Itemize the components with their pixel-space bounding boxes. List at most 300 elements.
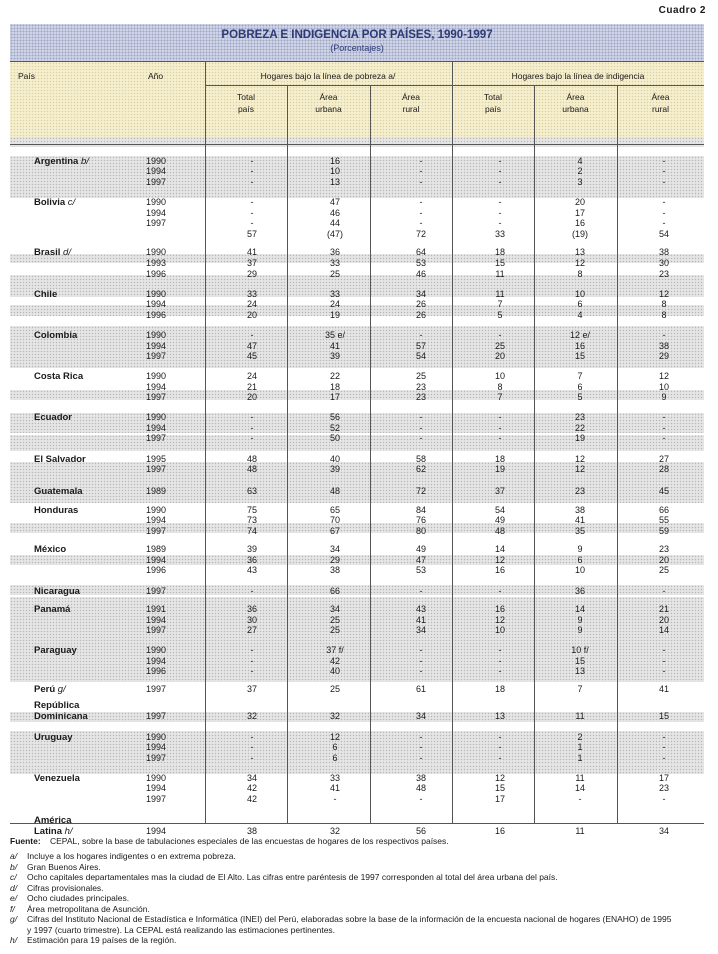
value-cell: 16 [574,341,585,351]
country-note: h/ [61,826,73,837]
value-cell: 16 [574,218,585,228]
value-cell: - [498,732,502,742]
country-name [34,645,77,656]
value-cell: - [250,753,254,763]
value-cell: 54 [415,351,426,361]
country-name [34,454,86,465]
value-cell: 16 [329,156,340,166]
value-cell: 48 [246,454,257,464]
year-cell: 1990 [146,197,167,207]
country-name [34,156,89,167]
value-cell: 6 [577,299,583,309]
value-cell: - [250,156,254,166]
value-cell: 49 [415,544,426,554]
value-cell: 72 [415,229,426,239]
country-label: Colombia [34,330,78,341]
value-cell: 39 [329,464,340,474]
value-cell: - [498,423,502,433]
value-cell: 10 f/ [571,645,589,655]
country-label: Guatemala [34,486,83,497]
value-cell: 18 [329,382,340,392]
value-cell: 41 [329,341,340,351]
value-cell: 64 [415,247,426,257]
subheader-total [452,91,534,115]
value-cell: - [662,330,666,340]
value-cell: 35 [574,526,585,536]
year-cell: 1997 [146,177,167,187]
value-cell: - [662,433,666,443]
value-cell: 58 [415,454,426,464]
country-label: México [34,544,67,555]
subheader-rural [370,91,452,115]
subheader-line: urbana [315,104,342,114]
country-name [34,486,83,497]
value-cell: - [419,208,423,218]
value-cell: 26 [415,299,426,309]
country-note: d/ [60,247,71,258]
value-cell: 33 [246,289,257,299]
value-cell: 45 [246,351,257,361]
value-cell: - [662,156,666,166]
value-cell: 38 [415,773,426,783]
value-cell: 5 [497,310,503,320]
table-number-label: Cuadro 2 [658,5,706,16]
value-cell: - [662,753,666,763]
value-cell: - [498,156,502,166]
year-cell: 1994 [146,555,167,565]
value-cell: 38 [329,565,340,575]
subheader-line: Área [651,92,670,102]
value-cell: 4 [577,310,583,320]
footnote-text: Incluye a los hogares indigentes o en extrema pobreza. [27,851,236,861]
value-cell: - [250,412,254,422]
value-cell: 62 [415,464,426,474]
value-cell: - [662,732,666,742]
year-cell: 1994 [146,382,167,392]
value-cell: 63 [246,486,257,496]
header-indigence-group: Hogares bajo la línea de indigencia [511,71,645,81]
value-cell: - [250,645,254,655]
value-cell: - [250,742,254,752]
country-name [34,330,77,341]
value-cell: 38 [658,247,669,257]
value-cell: - [419,732,423,742]
value-cell: 15 [658,711,669,721]
year-cell: 1994 [146,656,167,666]
value-cell: 34 [246,773,257,783]
value-cell: 53 [415,258,426,268]
year-cell: 1997 [146,753,167,763]
footnote-label: b/ [10,861,18,872]
value-cell: 7 [577,684,583,694]
vline-1 [205,62,206,823]
subheader-line: rural [402,104,420,114]
value-cell: - [250,732,254,742]
value-cell: 29 [329,555,340,565]
value-cell: - [419,330,423,340]
value-cell: - [498,177,502,187]
year-cell: 1990 [146,773,167,783]
value-cell: 41 [574,515,585,525]
value-cell: 10 [574,289,585,299]
year-cell: 1991 [146,604,167,614]
value-cell: 3 [577,177,583,187]
country-name [34,711,88,722]
value-cell: 7 [577,371,583,381]
year-cell: 1997 [146,464,167,474]
value-cell: 37 [246,684,257,694]
country-name [34,815,72,826]
value-cell: 17 [329,392,340,402]
subheader-total [205,91,287,115]
value-cell: 34 [658,826,669,836]
value-cell: 13 [329,177,340,187]
value-cell: 21 [658,604,669,614]
value-cell: 45 [658,486,669,496]
value-cell: 37 [494,486,505,496]
country-label: Perú [34,684,56,695]
value-cell: 33 [329,289,340,299]
value-cell: 36 [246,555,257,565]
year-cell: 1994 [146,166,167,176]
year-cell: 1990 [146,732,167,742]
year-cell: 1994 [146,783,167,793]
value-cell: - [419,794,423,804]
subheader-line: país [237,104,255,114]
value-cell: 2 [577,732,583,742]
value-cell: 34 [415,625,426,635]
value-cell: 10 [574,565,585,575]
year-cell: 1994 [146,826,167,836]
value-cell: - [498,166,502,176]
value-cell: - [250,656,254,666]
value-cell: - [662,166,666,176]
value-cell: 84 [415,505,426,515]
country-label: Costa Rica [34,371,84,382]
value-cell: 67 [329,526,340,536]
value-cell: 32 [329,711,340,721]
year-cell: 1994 [146,742,167,752]
year-cell: 1989 [146,486,167,496]
value-cell: 11 [575,711,585,721]
year-cell: 1994 [146,341,167,351]
country-label: Paraguay [34,645,77,656]
vline-5 [534,86,535,823]
value-cell: 7 [497,392,503,402]
value-cell: 43 [246,565,257,575]
year-cell: 1997 [146,218,167,228]
value-cell: 20 [658,555,669,565]
year-cell: 1994 [146,299,167,309]
value-cell: 8 [577,269,583,279]
footnote-label: d/ [10,882,18,893]
value-cell: 25 [329,684,340,694]
value-cell: - [250,197,254,207]
year-cell: 1997 [146,392,167,402]
footnote-label: c/ [10,872,17,882]
value-cell: 16 [494,826,505,836]
value-cell: 29 [658,351,669,361]
footnote-label: h/ [10,935,18,945]
value-cell: 4 [577,156,583,166]
value-cell: - [250,666,254,676]
value-cell: - [662,412,666,422]
value-cell: 40 [329,454,340,464]
country-label: Latina [34,826,62,837]
value-cell: - [250,166,254,176]
value-cell: - [419,423,423,433]
value-cell: 30 [658,258,669,268]
value-cell: 57 [415,341,426,351]
footnote-text: Ocho ciudades principales. [27,893,130,903]
value-cell: 41 [415,615,426,625]
value-cell: - [419,433,423,443]
value-cell: 38 [658,341,669,351]
value-cell: 11 [495,289,505,299]
value-cell: - [498,666,502,676]
year-cell: 1994 [146,423,167,433]
value-cell: - [419,177,423,187]
value-cell: 2 [577,166,583,176]
value-cell: 25 [329,269,340,279]
country-label: Nicaragua [34,586,80,597]
year-cell: 1996 [146,666,167,676]
country-name [34,505,78,516]
value-cell: 47 [246,341,257,351]
value-cell: 50 [329,433,340,443]
value-cell: 25 [415,371,426,381]
country-name [34,412,72,423]
year-cell: 1997 [146,351,167,361]
value-cell: 13 [574,247,585,257]
value-cell: 19 [494,464,505,474]
value-cell: 59 [658,526,669,536]
year-cell: 1990 [146,330,167,340]
value-cell: - [498,433,502,443]
country-label: Chile [34,289,58,300]
value-cell: 24 [246,299,257,309]
value-cell: 26 [415,310,426,320]
country-note: c/ [65,197,76,208]
value-cell: - [578,794,582,804]
value-cell: 56 [329,412,340,422]
row-stripe [10,137,704,147]
value-cell: - [662,218,666,228]
subheader-line: Total [484,92,502,102]
value-cell: 6 [332,742,338,752]
value-cell: 18 [494,454,505,464]
value-cell: 6 [577,555,583,565]
value-cell: - [419,218,423,228]
value-cell: 8 [661,299,667,309]
value-cell: 8 [497,382,503,392]
value-cell: 14 [574,604,585,614]
subheader-urban [534,91,617,115]
year-cell: 1997 [146,586,167,596]
value-cell: - [498,753,502,763]
value-cell: 33 [329,258,340,268]
year-cell: 1996 [146,269,167,279]
value-cell: 25 [329,615,340,625]
value-cell: 65 [329,505,340,515]
subheader-line: Área [566,92,585,102]
value-cell: 48 [329,486,340,496]
value-cell: 23 [574,486,585,496]
value-cell: 15 [574,656,585,666]
value-cell: 37 [246,258,257,268]
country-name [34,684,66,695]
subheader-rural [617,91,704,115]
value-cell: 36 [246,604,257,614]
value-cell: 40 [329,666,340,676]
value-cell: 23 [658,783,669,793]
value-cell: 12 [574,258,585,268]
value-cell: 73 [246,515,257,525]
value-cell: 49 [494,515,505,525]
value-cell: - [419,586,423,596]
value-cell: 75 [246,505,257,515]
subheader-line: país [484,104,502,114]
value-cell: 6 [577,382,583,392]
value-cell: 22 [574,423,585,433]
value-cell: 52 [329,423,340,433]
value-cell: 10 [494,371,505,381]
vline-2 [287,86,288,823]
value-cell: 17 [494,794,505,804]
value-cell: 76 [415,515,426,525]
value-cell: 23 [415,382,426,392]
value-cell: 17 [658,773,669,783]
value-cell: 24 [329,299,340,309]
country-label: El Salvador [34,454,86,465]
value-cell: 12 [658,371,669,381]
value-cell: 56 [415,826,426,836]
year-cell: 1990 [146,645,167,655]
value-cell: 23 [658,544,669,554]
year-cell: 1990 [146,156,167,166]
value-cell: 14 [574,783,585,793]
subheader-line: Área [319,92,338,102]
country-label: Venezuela [34,773,80,784]
value-cell: - [250,330,254,340]
value-cell: 55 [658,515,669,525]
vline-6 [617,86,618,823]
value-cell: - [662,666,666,676]
year-cell: 1993 [146,258,167,268]
year-cell: 1990 [146,247,167,257]
table-subtitle: (Porcentajes) [330,43,384,53]
value-cell: - [662,177,666,187]
value-cell: 23 [658,269,669,279]
value-cell: 13 [494,711,505,721]
rule-header-bottom [10,144,704,145]
value-cell: 5 [577,392,583,402]
value-cell: - [419,156,423,166]
value-cell: 12 [494,615,505,625]
value-cell: 20 [246,310,257,320]
value-cell: 41 [246,247,257,257]
country-name [34,247,71,258]
vline-4 [452,62,453,823]
value-cell: - [419,753,423,763]
value-cell: 66 [329,586,340,596]
subheader-urban [287,91,370,115]
country-name [34,604,70,615]
value-cell: 29 [246,269,257,279]
country-note: g/ [55,684,66,695]
year-cell: 1994 [146,615,167,625]
value-cell: - [419,742,423,752]
value-cell: 14 [658,625,669,635]
year-cell: 1997 [146,526,167,536]
year-cell: 1994 [146,515,167,525]
value-cell: - [419,166,423,176]
value-cell: - [662,645,666,655]
country-label: Uruguay [34,732,73,743]
year-cell: 1995 [146,454,167,464]
year-cell: 1996 [146,565,167,575]
value-cell: - [250,433,254,443]
value-cell: 25 [494,341,505,351]
footnote-label: g/ [10,914,18,924]
country-name [34,586,80,597]
year-cell: 1989 [146,544,167,554]
country-name [34,732,73,743]
value-cell: - [662,586,666,596]
value-cell: 41 [658,684,669,694]
country-label: Brasil [34,247,61,258]
footnote-label: e/ [10,893,18,903]
value-cell: 34 [329,604,340,614]
value-cell: - [498,586,502,596]
value-cell: 13 [574,666,585,676]
value-cell: 48 [494,526,505,536]
value-cell: - [250,177,254,187]
value-cell: 42 [246,783,257,793]
value-cell: 25 [658,565,669,575]
country-label: Argentina [34,156,79,167]
header-country: País [18,71,36,81]
value-cell: 15 [494,783,505,793]
value-cell: - [419,666,423,676]
value-cell: 12 [574,464,585,474]
value-cell: 7 [497,299,503,309]
value-cell: 11 [495,269,505,279]
header-year: Año [148,71,164,81]
value-cell: - [333,794,337,804]
value-cell: - [498,218,502,228]
value-cell: 21 [246,382,257,392]
value-cell: (19) [571,229,588,239]
value-cell: - [419,656,423,666]
footnote-text: Estimación para 19 países de la región. [27,935,177,945]
value-cell: 9 [577,544,583,554]
value-cell: 80 [415,526,426,536]
country-label: Panamá [34,604,71,615]
value-cell: 46 [415,269,426,279]
country-label: Bolivia [34,197,66,208]
country-note: b/ [78,156,89,167]
value-cell: 10 [658,382,669,392]
value-cell: 20 [494,351,505,361]
value-cell: 19 [574,433,585,443]
year-cell: 1997 [146,711,167,721]
rule-group [205,85,704,86]
country-label: Dominicana [34,711,88,722]
value-cell: 17 [574,208,585,218]
value-cell: 48 [415,783,426,793]
year-cell: 1990 [146,289,167,299]
